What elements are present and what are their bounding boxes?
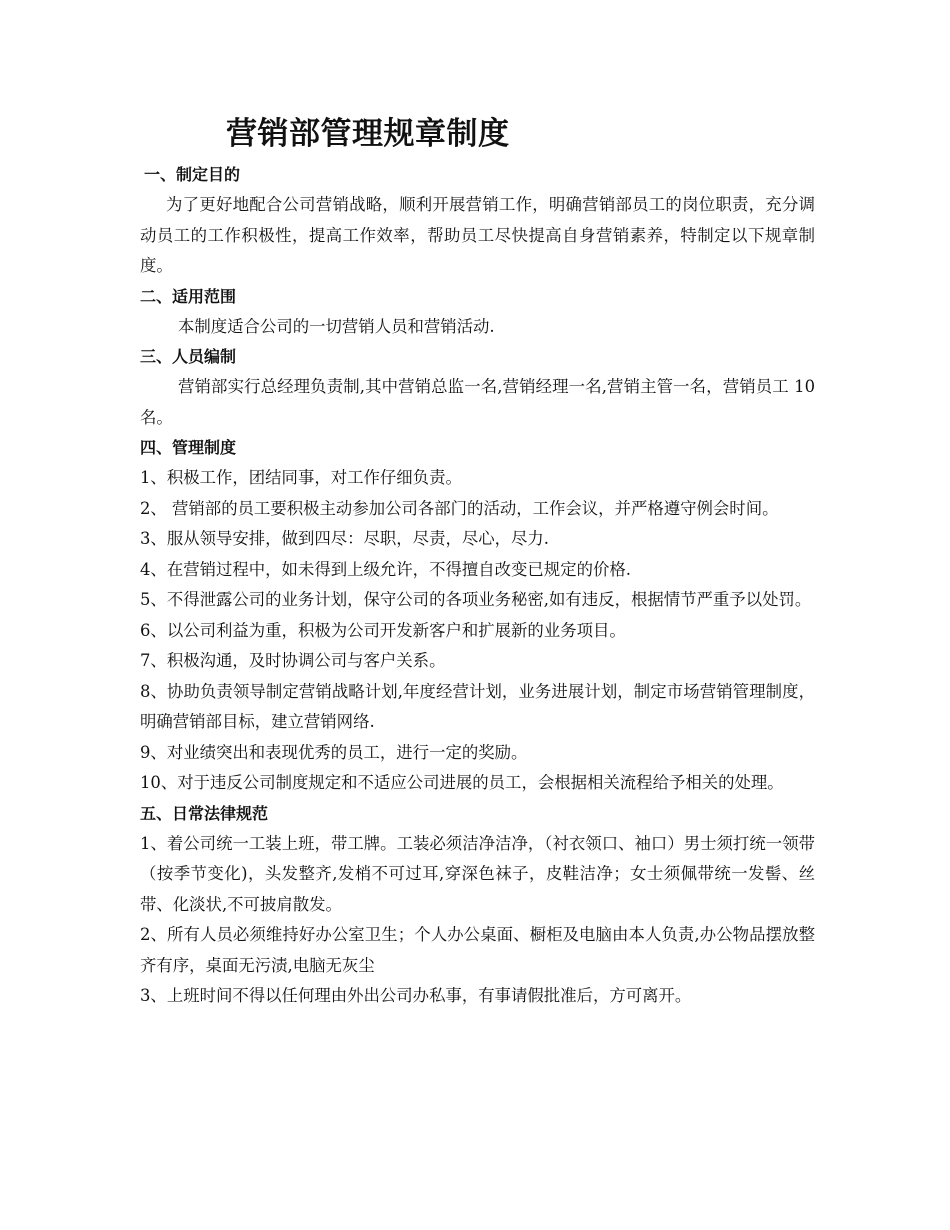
document-title: 营销部管理规章制度	[226, 116, 510, 152]
list-item: 4、在营销过程中，如未得到上级允许，不得擅自改变已规定的价格.	[140, 559, 631, 579]
list-item: 6、以公司利益为重，积极为公司开发新客户和扩展新的业务项目。	[140, 620, 626, 640]
document-page	[140, 112, 815, 1012]
list-item: 2、 营销部的员工要积极主动参加公司各部门的活动，工作会议，并严格遵守例会时间。	[140, 498, 779, 518]
section-staffing	[140, 342, 815, 433]
list-item: 3、上班时间不得以任何理由外出公司办私事，有事请假批准后，方可离开。	[140, 986, 692, 1005]
paragraph: 为了更好地配合公司营销战略，顺利开展营销工作，明确营销部员工的岗位职责，充分调动员工的工作积极性，提高工作效率，帮助员工尽快提高自身营销素养，特制定以下规章制度。	[140, 195, 815, 275]
section-purpose	[140, 160, 815, 282]
list-item: 5、不得泄露公司的业务计划，保守公司的各项业务秘密,如有违反，根据情节严重予以处罚。	[140, 590, 812, 609]
section-heading: 二、适用范围	[140, 286, 237, 306]
list-item: 2、所有人员必须维持好办公室卫生；个人办公桌面、橱柜及电脑由本人负责,办公物品摆放整齐有序，桌面无污渍,电脑无灰尘	[140, 925, 815, 975]
section-heading: 三、人员编制	[140, 347, 237, 366]
list-item: 1、积极工作，团结同事，对工作仔细负责。	[140, 468, 462, 487]
section-scope	[140, 282, 815, 343]
list-item: 8、协助负责领导制定营销战略计划,年度经营计划，业务进展计划，制定市场营销管理制度，明确营销部目标，建立营销网络.	[140, 681, 815, 731]
list-item: 10、对于违反公司制度规定和不适应公司进展的员工，会根据相关流程给予相关的处理。	[140, 773, 784, 792]
section-heading: 四、管理制度	[140, 438, 237, 457]
list-item: 3、服从领导安排，做到四尽：尽职，尽责，尽心，尽力.	[140, 529, 550, 548]
paragraph: 营销部实行总经理负责制,其中营销总监一名,营销经理一名,营销主管一名，营销员工 10 名。	[140, 377, 815, 427]
list-item: 7、积极沟通，及时协调公司与客户关系。	[140, 651, 446, 670]
section-heading: 一、制定目的	[144, 165, 241, 184]
section-management-rules	[140, 433, 815, 799]
section-daily-norms	[140, 799, 815, 1012]
paragraph: 本制度适合公司的一切营销人员和营销活动.	[178, 316, 495, 336]
section-heading: 五、日常法律规范	[140, 803, 269, 823]
list-item: 9、对业绩突出和表现优秀的员工，进行一定的奖励。	[140, 742, 528, 762]
list-item: 1、着公司统一工装上班，带工牌。工装必须洁净洁净，（衬衣领口、袖口）男士须打统一领带（按季节变化)，头发整齐,发梢不可过耳,穿深色袜子，皮鞋洁净；女士须佩带统一发髻、丝带、化淡状,不可披肩散发。	[140, 833, 815, 914]
